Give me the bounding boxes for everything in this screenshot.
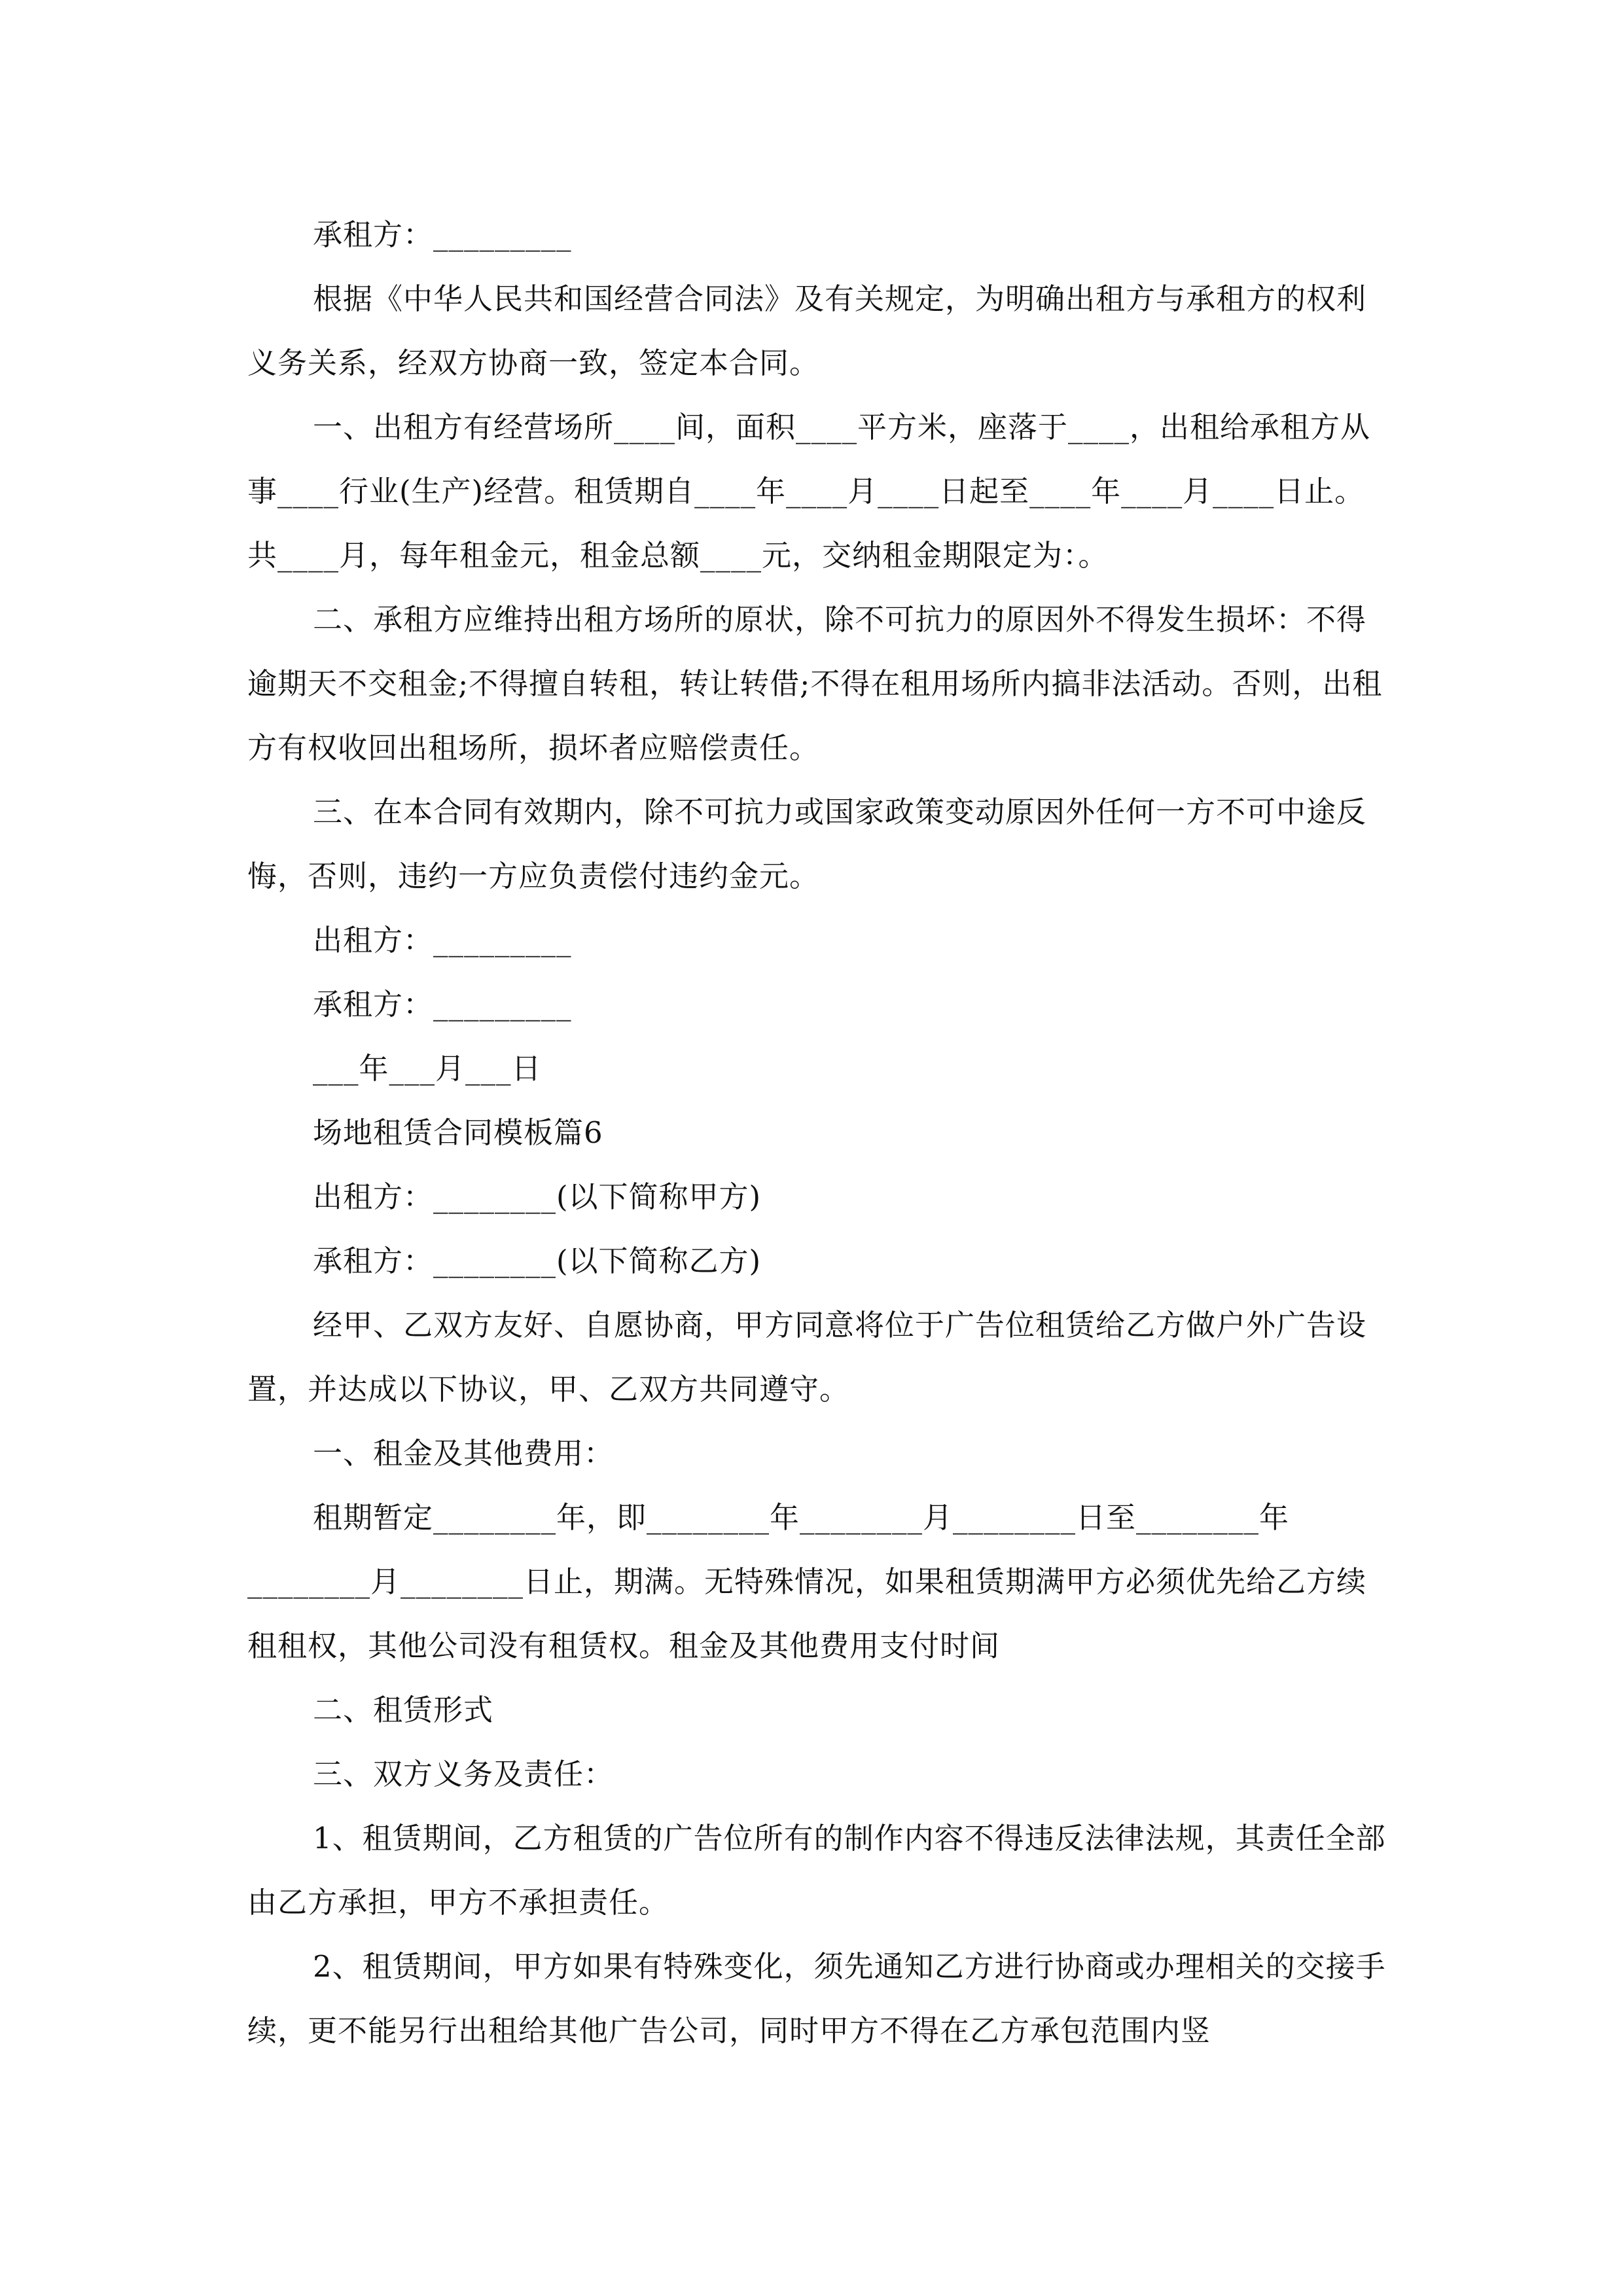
paragraph: 三、双方义务及责任： (313, 1757, 615, 1791)
paragraph: 承租方：_________ (313, 217, 572, 252)
paragraph: 出租方：________(以下简称甲方) (313, 1179, 762, 1214)
paragraph: 三、在本合同有效期内，除不可抗力或国家政策变动原因外任何一方不可中途反悔，否则，违约一方应负责偿付违约金元。 (247, 795, 1367, 893)
paragraph: 根据《中华人民共和国经营合同法》及有关规定，为明确出租方与承租方的权利义务关系，经双方协商一致，签定本合同。 (247, 281, 1367, 380)
paragraph: 一、租金及其他费用： (313, 1436, 615, 1471)
paragraph: 经甲、乙双方友好、自愿协商，甲方同意将位于广告位租赁给乙方做户外广告设置，并达成以下协议，甲、乙双方共同遵守。 (247, 1308, 1367, 1407)
paragraph: 承租方：_________ (313, 987, 572, 1022)
paragraph: 1、租赁期间，乙方租赁的广告位所有的制作内容不得违反法律法规，其责任全部由乙方承担，甲方不承担责任。 (247, 1821, 1386, 1920)
paragraph: 二、承租方应维持出租方场所的原状，除不可抗力的原因外不得发生损坏：不得逾期天不交租金;不得擅自转租，转让转借;不得在租用场所内搞非法活动。否则，出租方有权收回出租场所，损坏者应赔偿责任。 (247, 602, 1383, 765)
paragraph: 承租方：________(以下简称乙方) (313, 1244, 762, 1278)
section-title: 场地租赁合同模板篇6 (313, 1115, 603, 1150)
paragraph: 租期暂定________年，即________年________月________日至________年________月________日止，期满。无特殊情况，如果租赁期满甲方必须优先给乙方续租租权，其他公司没有租赁权。租金及其他费用支付时间 (247, 1500, 1367, 1663)
paragraph: 出租方：_________ (313, 923, 572, 958)
paragraph: 2、租赁期间，甲方如果有特殊变化，须先通知乙方进行协商或办理相关的交接手续，更不能另行出租给其他广告公司，同时甲方不得在乙方承包范围内竖 (247, 1949, 1386, 2048)
paragraph: ___年___月___日 (313, 1051, 542, 1086)
paragraph: 二、租赁形式 (313, 1693, 494, 1727)
document-body (247, 203, 1386, 2063)
paragraph: 一、出租方有经营场所____间，面积____平方米，座落于____，出租给承租方从事____行业(生产)经营。租赁期自____年____月____日起至____年____月____日止。共____月，每年租金元，租金总额____元，交纳租金期限定为：。 (247, 410, 1371, 573)
